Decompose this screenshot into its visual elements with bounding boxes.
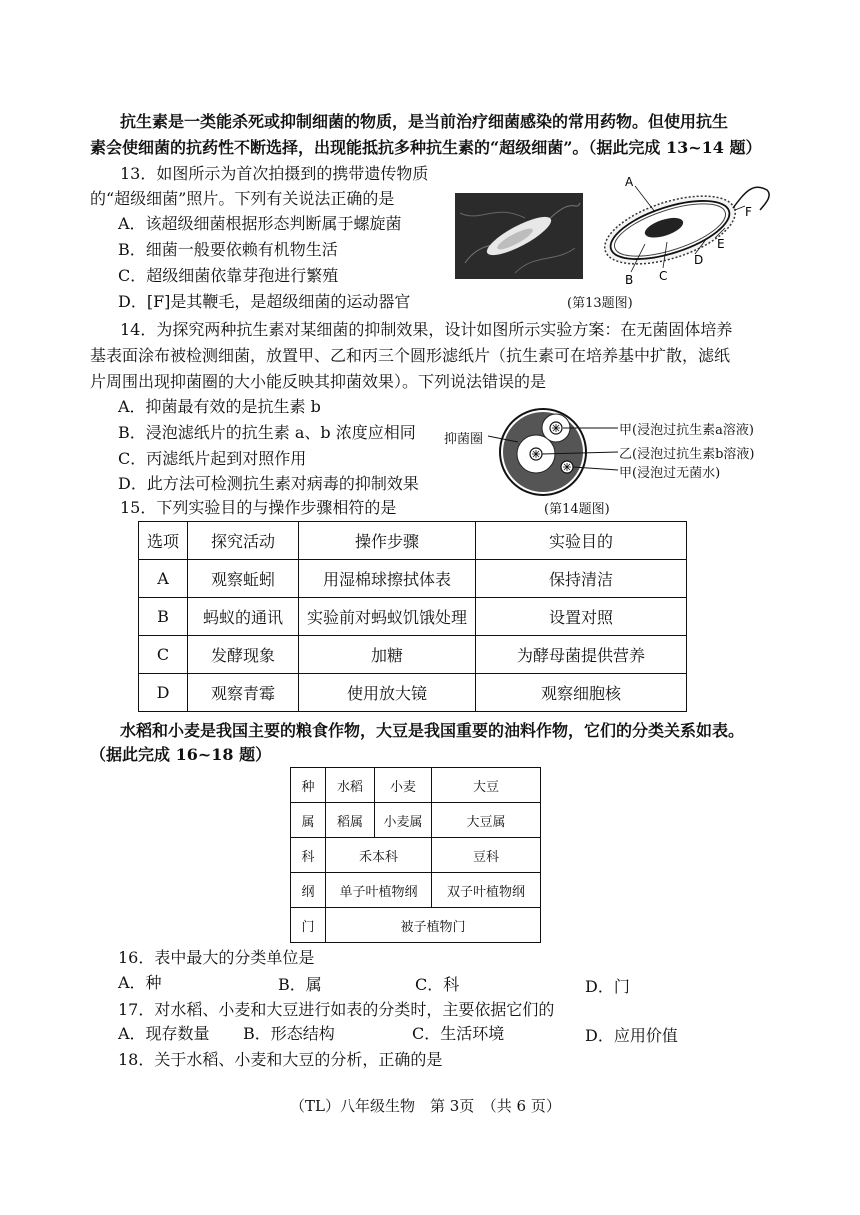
- table-cell: 纲: [291, 873, 326, 908]
- table-cell: 种: [291, 768, 326, 803]
- q14-option-a: A．抑菌最有效的是抗生素 b: [118, 397, 321, 416]
- table-cell: 保持清洁: [476, 560, 687, 598]
- bacteria-photo: [455, 193, 583, 279]
- label-b: B: [625, 273, 634, 287]
- label-c: C: [659, 269, 668, 283]
- table-cell: 大豆: [432, 768, 541, 803]
- table-cell: 发酵现象: [188, 636, 299, 674]
- table-cell: 科: [291, 838, 326, 873]
- q16-option-c: C．科: [415, 975, 460, 994]
- table-header-row: [139, 522, 687, 560]
- q17-option-c: C．生活环境: [412, 1024, 505, 1043]
- table-cell: 豆科: [432, 838, 541, 873]
- table-cell: 被子植物门: [326, 908, 541, 943]
- label-e: E: [717, 237, 725, 251]
- q13-option-c: C．超级细菌依靠芽孢进行繁殖: [118, 266, 339, 285]
- table-row: [291, 768, 541, 803]
- page-footer: （TL）八年级生物 第 3页 （共 6 页）: [290, 1097, 561, 1115]
- q17-option-d: D．应用价值: [585, 1026, 678, 1045]
- classification-table: [290, 767, 541, 943]
- table-cell: 用湿棉球擦拭体表: [299, 560, 476, 598]
- table-cell: 加糖: [299, 636, 476, 674]
- table-cell: 实验前对蚂蚁饥饿处理: [299, 598, 476, 636]
- table-cell: B: [139, 598, 188, 636]
- table-header-cell: 操作步骤: [299, 522, 476, 560]
- table-row: [291, 873, 541, 908]
- table-cell: 小麦: [375, 768, 432, 803]
- table-row: [291, 803, 541, 838]
- label-a: A: [625, 175, 634, 189]
- table-row: [139, 598, 687, 636]
- table-row: [291, 908, 541, 943]
- table-cell: 设置对照: [476, 598, 687, 636]
- table-header-cell: 选项: [139, 522, 188, 560]
- table-header-cell: 实验目的: [476, 522, 687, 560]
- q13-option-d: D．[F]是其鞭毛，是超级细菌的运动器官: [118, 292, 411, 311]
- table-cell: 观察蚯蚓: [188, 560, 299, 598]
- q15-stem: 15．下列实验目的与操作步骤相符的是: [120, 498, 397, 517]
- table-cell: D: [139, 674, 188, 712]
- table-cell: 双子叶植物纲: [432, 873, 541, 908]
- table-row: [139, 674, 687, 712]
- table-cell: 水稻: [326, 768, 375, 803]
- q16-option-d: D．门: [585, 977, 630, 996]
- disc-b-label: 乙(浸泡过抗生素b溶液): [619, 447, 755, 462]
- passage2-line-1: 水稻和小麦是我国主要的粮食作物，大豆是我国重要的油料作物，它们的分类关系如表。: [120, 721, 745, 740]
- table-cell: 蚂蚁的通讯: [188, 598, 299, 636]
- table-cell: 使用放大镜: [299, 674, 476, 712]
- table-header-cell: 探究活动: [188, 522, 299, 560]
- q18-stem: 18．关于水稻、小麦和大豆的分析，正确的是: [118, 1050, 443, 1069]
- q13-stem-2: 的“超级细菌”照片。下列有关说法正确的是: [90, 189, 395, 208]
- q14-option-b: B．浸泡滤纸片的抗生素 a、b 浓度应相同: [118, 423, 416, 442]
- table-cell: 门: [291, 908, 326, 943]
- table-cell: 为酵母菌提供营养: [476, 636, 687, 674]
- q14-stem-3: 片周围出现抑菌圈的大小能反映其抑菌效果）。下列说法错误的是: [90, 372, 547, 391]
- table-cell: 单子叶植物纲: [326, 873, 432, 908]
- table-cell: A: [139, 560, 188, 598]
- inhibition-zone-label: 抑菌圈: [444, 432, 484, 447]
- passage2-line-2: （据此完成 16~18 题）: [90, 745, 272, 764]
- table-cell: C: [139, 636, 188, 674]
- disc-a-label: 甲(浸泡过抗生素a溶液): [619, 423, 754, 438]
- table-cell: 禾本科: [326, 838, 432, 873]
- q14-stem-2: 基表面涂布被检测细菌，放置甲、乙和丙三个圆形滤纸片（抗生素可在培养基中扩散，滤纸: [90, 346, 731, 365]
- label-f: F: [745, 205, 752, 219]
- q14-option-d: D．此方法可检测抗生素对病毒的抑制效果: [118, 474, 419, 493]
- q17-option-a: A．现存数量: [118, 1024, 210, 1043]
- bacteria-diagram: [595, 172, 775, 292]
- table-cell: 观察青霉: [188, 674, 299, 712]
- q13-stem-1: 13．如图所示为首次拍摄到的携带遗传物质: [120, 164, 429, 183]
- q13-figure-caption: (第13题图): [567, 296, 633, 311]
- q16-option-a: A．种: [118, 973, 162, 992]
- table-row: [139, 636, 687, 674]
- table-cell: 属: [291, 803, 326, 838]
- q13-option-b: B．细菌一般要依赖有机物生活: [118, 240, 338, 259]
- q14-figure-caption: (第14题图): [544, 502, 610, 517]
- disc-c-label: 甲(浸泡过无菌水): [619, 466, 721, 481]
- q13-option-a: A．该超级细菌根据形态判断属于螺旋菌: [118, 214, 402, 233]
- table-cell: 观察细胞核: [476, 674, 687, 712]
- table-cell: 稻属: [326, 803, 375, 838]
- q16-stem: 16．表中最大的分类单位是: [118, 948, 315, 967]
- table-cell: 小麦属: [375, 803, 432, 838]
- q14-option-c: C．丙滤纸片起到对照作用: [118, 449, 307, 468]
- q17-stem: 17．对水稻、小麦和大豆进行如表的分类时，主要依据它们的: [118, 1000, 555, 1019]
- q14-stem-1: 14．为探究两种抗生素对某细菌的抑制效果，设计如图所示实验方案：在无菌固体培养: [120, 320, 733, 339]
- table-cell: 大豆属: [432, 803, 541, 838]
- experiment-table: [138, 521, 687, 712]
- q16-option-b: B．属: [278, 975, 322, 994]
- intro-line-1: 抗生素是一类能杀死或抑制细菌的物质，是当前治疗细菌感染的常用药物。但使用抗生: [120, 112, 729, 131]
- table-row: [291, 838, 541, 873]
- table-row: [139, 560, 687, 598]
- q17-option-b: B．形态结构: [243, 1024, 335, 1043]
- label-d: D: [694, 253, 704, 267]
- intro-line-2: 素会使细菌的抗药性不断选择，出现能抵抗多种抗生素的“超级细菌”。（据此完成 13~14 题）: [90, 138, 762, 157]
